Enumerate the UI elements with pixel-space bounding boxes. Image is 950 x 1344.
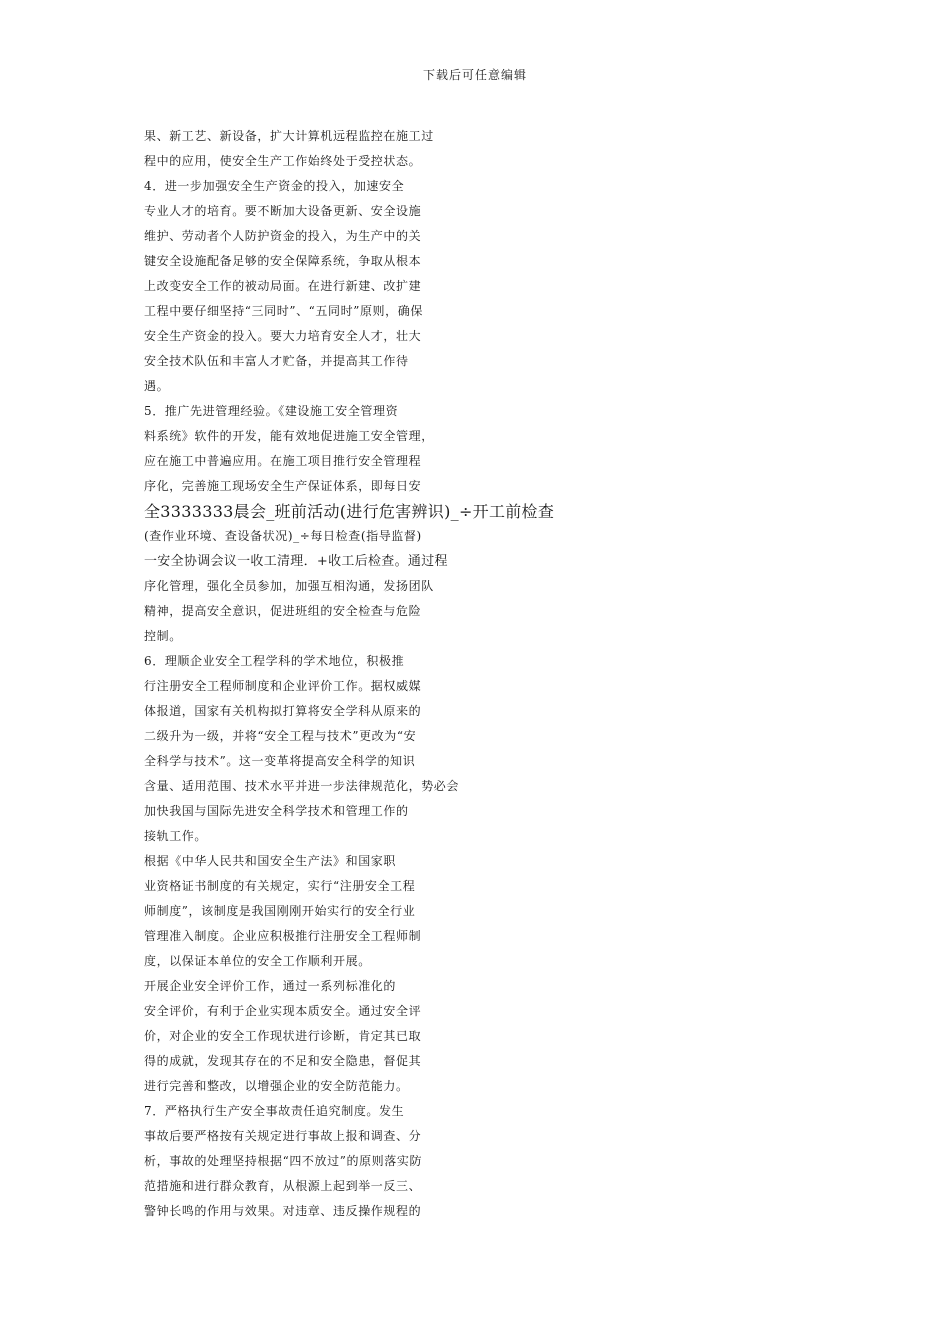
text-line: 范措施和进行群众教育，从根源上起到举一反三、 xyxy=(144,1179,422,1193)
text-line-large: 全3333333晨会_班前活动(进行危害辨识)_÷开工前检查 xyxy=(144,502,555,521)
text-line: 接轨工作。 xyxy=(144,829,208,843)
text-line: (查作业环境、查设备状况)_÷每日检查(指导监督) xyxy=(144,529,422,543)
text-line: 应在施工中普遍应用。在施工项目推行安全管理程 xyxy=(144,454,422,468)
text-line: 体报道，国家有关机构拟打算将安全学科从原来的 xyxy=(144,704,422,718)
text-line: 安全生产资金的投入。要大力培育安全人才，壮大 xyxy=(144,329,422,343)
text-line: 警钟长鸣的作用与效果。对违章、违反操作规程的 xyxy=(144,1204,422,1218)
text-line: 师制度”，该制度是我国刚刚开始实行的安全行业 xyxy=(144,904,416,918)
text-line: 得的成就，发现其存在的不足和安全隐患，督促其 xyxy=(144,1054,422,1068)
text-line: 行注册安全工程师制度和企业评价工作。据权威媒 xyxy=(144,679,422,693)
text-line: 上改变安全工作的被动局面。在进行新建、改扩建 xyxy=(144,279,422,293)
text-line: 序化管理，强化全员参加，加强互相沟通，发扬团队 xyxy=(144,579,434,593)
text-line: 业资格证书制度的有关规定，实行“注册安全工程 xyxy=(144,879,416,893)
text-line: 程中的应用，使安全生产工作始终处于受控状态。 xyxy=(144,154,422,168)
text-line: 料系统》软件的开发，能有效地促进施工安全管理， xyxy=(144,429,434,443)
text-line: 遇。 xyxy=(144,379,170,393)
text-line: 进行完善和整改，以增强企业的安全防范能力。 xyxy=(144,1079,409,1093)
text-line: 根据《中华人民共和国安全生产法》和国家职 xyxy=(144,854,397,868)
text-line: 安全技术队伍和丰富人才贮备，并提高其工作待 xyxy=(144,354,409,368)
text-line: 5．推广先进管理经验。《建设施工安全管理资 xyxy=(144,404,399,418)
document-body xyxy=(144,124,584,1224)
text-line: 开展企业安全评价工作，通过一系列标准化的 xyxy=(144,979,397,993)
text-line: 含量、适用范围、技术水平并进一步法律规范化，势必会 xyxy=(144,779,460,793)
text-line: 全科学与技术”。这一变革将提高安全科学的知识 xyxy=(144,754,416,768)
text-line: 维护、劳动者个人防护资金的投入，为生产中的关 xyxy=(144,229,422,243)
text-line: 析，事故的处理坚持根据“四不放过”的原则落实防 xyxy=(144,1154,423,1168)
text-line: 安全评价，有利于企业实现本质安全。通过安全评 xyxy=(144,1004,422,1018)
text-line: 精神，提高安全意识，促进班组的安全检查与危险 xyxy=(144,604,422,618)
text-line: 控制。 xyxy=(144,629,182,643)
text-line-medium: 一安全协调会议一收工清理．+收工后检查。通过程 xyxy=(144,554,448,569)
text-line: 6．理顺企业安全工程学科的学术地位，积极推 xyxy=(144,654,405,668)
text-line: 果、新工艺、新设备，扩大计算机远程监控在施工过 xyxy=(144,129,434,143)
text-line: 专业人才的培育。要不断加大设备更新、安全设施 xyxy=(144,204,422,218)
page-header: 下载后可任意编辑 xyxy=(422,68,527,82)
text-line: 键安全设施配备足够的安全保障系统，争取从根本 xyxy=(144,254,422,268)
text-line: 7．严格执行生产安全事故责任追究制度。发生 xyxy=(144,1104,405,1118)
text-line: 4．进一步加强安全生产资金的投入，加速安全 xyxy=(144,179,405,193)
text-line: 序化，完善施工现场安全生产保证体系，即每日安 xyxy=(144,479,422,493)
text-line: 事故后要严格按有关规定进行事故上报和调查、分 xyxy=(144,1129,422,1143)
text-line: 工程中要仔细坚持“三同时”、“五同时”原则，确保 xyxy=(144,304,423,318)
text-line: 度，以保证本单位的安全工作顺利开展。 xyxy=(144,954,371,968)
text-line: 管理准入制度。企业应积极推行注册安全工程师制 xyxy=(144,929,422,943)
text-line: 价，对企业的安全工作现状进行诊断，肯定其已取 xyxy=(144,1029,422,1043)
text-line: 二级升为一级，并将“安全工程与技术”更改为“安 xyxy=(144,729,417,743)
text-line: 加快我国与国际先进安全科学技术和管理工作的 xyxy=(144,804,409,818)
